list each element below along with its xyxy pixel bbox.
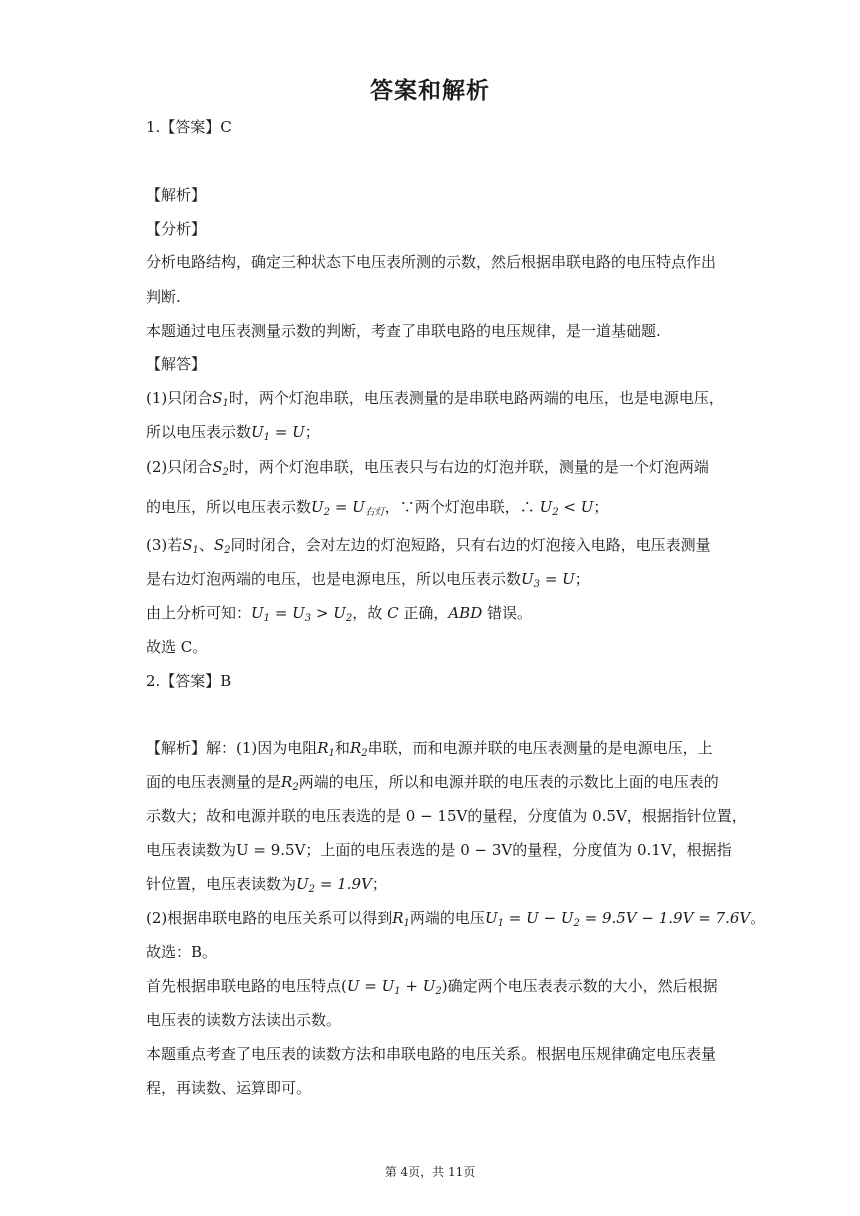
q2-para-line-2: 面的电压表测量的是$R_2$两端的电压，所以和电源并联的电压表的示数比上面的电压表的 [146,773,719,793]
q1-jiexi-heading: 【解析】 [146,186,207,204]
q1-conclusion: 由上分析可知：$U_1 = U_3 > U_2$，故 C 正确，ABD 错误。 [146,604,533,624]
q2-para-line-7: 首先根据串联电路的电压特点$(U = U_1 + U_2)$确定两个电压表表示数的大小，然后根据 [146,977,718,997]
q1-fenxi-line-1: 分析电路结构，确定三种状态下电压表所测的示数，然后根据串联电路的电压特点作出 [146,253,717,271]
q1-step1-line-1: (1)只闭合$S_1$时，两个灯泡串联，电压表测量的是串联电路两端的电压，也是电源电压， [146,389,724,409]
q1-choice: 故选 C。 [146,638,208,656]
q1-step2-line-1: (2)只闭合$S_2$时，两个灯泡串联，电压表只与右边的灯泡并联，测量的是一个灯泡两端 [146,458,709,478]
q1-step2-line-2: 的电压，所以电压表示数$U_2 = U_{右灯}$，∵两个灯泡串联，∴ $U_2 < U$； [146,498,609,518]
q1-step3-line-1: (3)若$S_1$、$S_2$同时闭合，会对左边的灯泡短路，只有右边的灯泡接入电路，电压表测量 [146,536,711,556]
q2-para-line-3: 示数大；故和电源并联的电压表选的是 0 − 15V的量程，分度值为 0.5V，根据指针位置， [146,807,747,825]
page-footer: 第 4页，共 11页 [384,1165,476,1179]
q1-answer: 1.【答案】C [146,118,232,136]
q2-choice: 故选：B。 [146,943,218,961]
q1-jieda-heading: 【解答】 [146,355,207,373]
q1-step3-line-2: 是右边灯泡两端的电压，也是电源电压，所以电压表示数$U_3 = U$； [146,570,590,590]
q2-para-line-10: 程，再读数、运算即可。 [146,1079,312,1097]
q2-answer: 2.【答案】B [146,672,232,690]
q2-para-line-9: 本题重点考查了电压表的读数方法和串联电路的电压关系。根据电压规律确定电压表量 [146,1045,717,1063]
page-title: 答案和解析 [370,78,490,104]
q2-para-line-8: 电压表的读数方法读出示数。 [146,1011,342,1029]
q1-fenxi-line-3: 本题通过电压表测量示数的判断，考查了串联电路的电压规律，是一道基础题. [146,322,661,340]
q2-para-line-1: 【解析】解：(1)因为电阻$R_1$和$R_2$串联，而和电源并联的电压表测量的是电源电压，上 [146,739,713,759]
q2-para-line-6: (2)根据串联电路的电压关系可以得到$R_1$两端的电压$U_1 = U - U_2 = 9.5V - 1.9V = 7.6V$。 [146,909,766,929]
q1-fenxi-heading: 【分析】 [146,220,207,238]
q1-fenxi-line-2: 判断. [146,288,181,306]
q2-para-line-5: 针位置，电压表读数为$U_2 = 1.9V$； [146,875,387,895]
q1-step1-line-2: 所以电压表示数$U_1 = U$； [146,423,320,443]
q2-para-line-4: 电压表读数为U = 9.5V；上面的电压表选的是 0 − 3V的量程，分度值为 0.1V，根据指 [146,841,732,859]
